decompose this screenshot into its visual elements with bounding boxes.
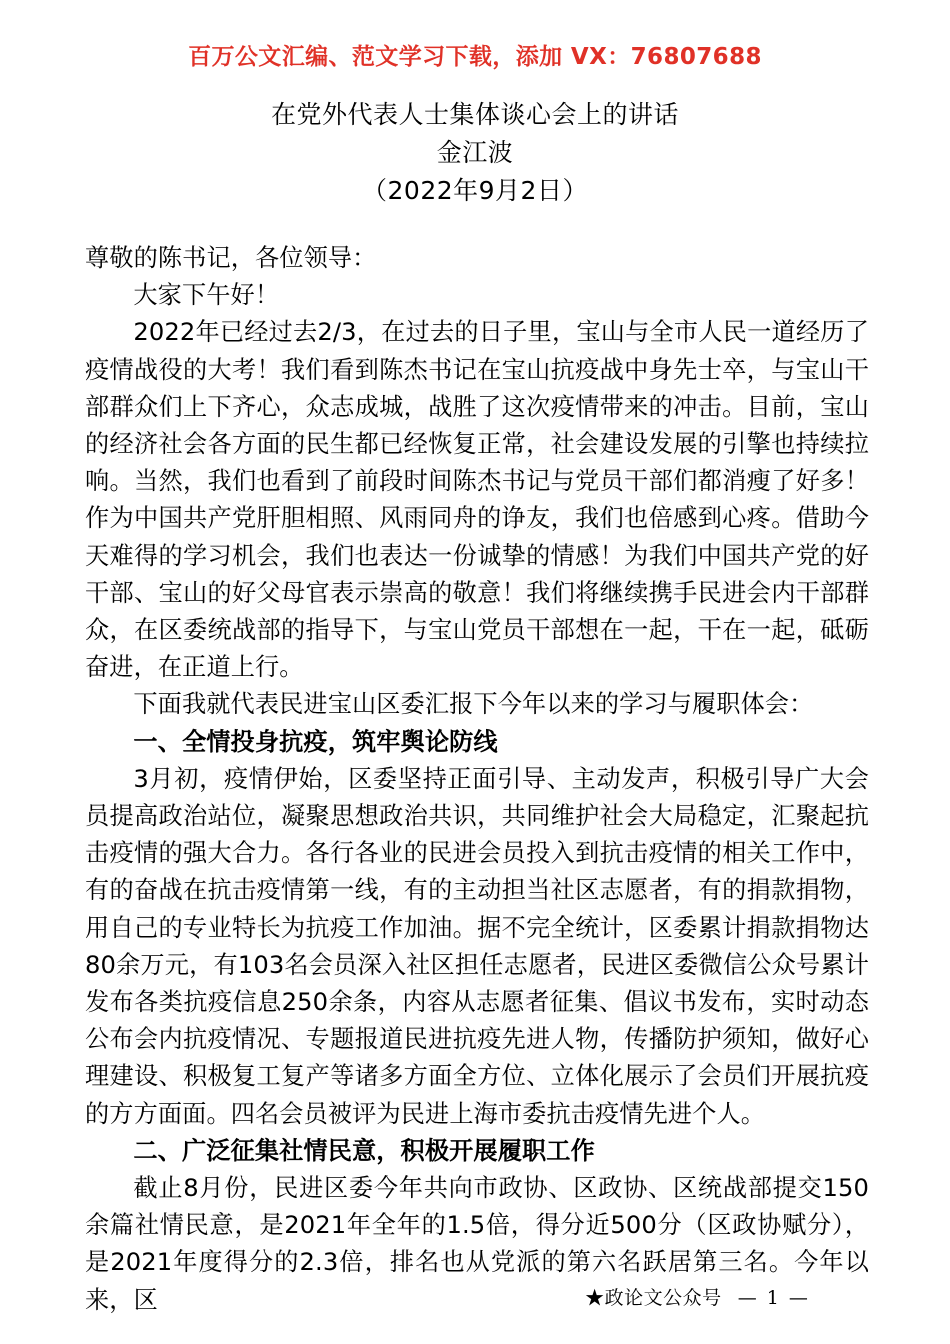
body-paragraph-4: 截止8月份，民进区委今年共向市政协、区政协、区统战部提交150余篇社情民意，是2021年全年的1.5倍，得分近500分（区政协赋分），是2021年度得分的2.3倍，排名也从党派的第六名跃居第三名。今年以来，区 [85,1174,869,1314]
section-heading-2: 二、广泛征集社情民意，积极开展履职工作 [133,1136,595,1165]
footer-watermark: ★政论文公众号 [585,1287,722,1309]
body-paragraph-1: 2022年已经过去2/3，在过去的日子里，宝山与全市人民一道经历了疫情战役的大考！我们看到陈杰书记在宝山抗疫战中身先士卒，与宝山干部群众们上下齐心，众志成城，战胜了这次疫情带来的冲击。目前，宝山的经济社会各方面的民生都已经恢复正常，社会建设发展的引擎也持续拉响。当然，我们也看到了前段时间陈杰书记与党员干部们都消瘦了好多！作为中国共产党肝胆相照、风雨同舟的诤友，我们也倍感到心疼。借助今天难得的学习机会，我们也表达一份诚挚的情感！为我们中国共产党的好干部、宝山的好父母官表示崇高的敬意！我们将继续携手民进会内干部群众，在区委统战部的指导下，与宝山党员干部想在一起，干在一起，砥砺奋进，在正道上行。 [85,318,869,682]
body-paragraph-2: 下面我就代表民进宝山区委汇报下今年以来的学习与履职体会： [133,690,814,719]
promo-banner-text: 百万公文汇编、范文学习下载，添加 VX：76807688 [188,44,762,70]
page-footer [0,1286,950,1310]
salutation-line: 尊敬的陈书记，各位领导： [85,244,377,272]
document-title: 在党外代表人士集体谈心会上的讲话 [270,100,679,129]
section-heading-1: 一、全情投身抗疫，筑牢舆论防线 [133,727,498,756]
greeting-line: 大家下午好！ [133,281,280,310]
document-date: （2022年9月2日） [362,176,588,205]
title-block [0,98,950,208]
document-author: 金江波 [436,138,514,167]
page-number: — 1 — [737,1287,810,1309]
document-body [85,240,869,1319]
body-paragraph-3: 3月初，疫情伊始，区委坚持正面引导、主动发声，积极引导广大会员提高政治站位，凝聚思想政治共识，共同维护社会大局稳定，汇聚起抗击疫情的强大合力。各行各业的民进会员投入到抗击疫情的相关工作中，有的奋战在抗击疫情第一线，有的主动担当社区志愿者，有的捐款捐物，用自己的专业特长为抗疫工作加油。据不完全统计，区委累计捐款捐物达80余万元，有103名会员深入社区担任志愿者，民进区委微信公众号累计发布各类抗疫信息250余条，内容从志愿者征集、倡议书发布，实时动态公布会内抗疫情况、专题报道民进抗疫先进人物，传播防护须知，做好心理建设、积极复工复产等诸多方面全方位、立体化展示了会员们开展抗疫的方方面面。四名会员被评为民进上海市委抗击疫情先进个人。 [85,764,869,1128]
